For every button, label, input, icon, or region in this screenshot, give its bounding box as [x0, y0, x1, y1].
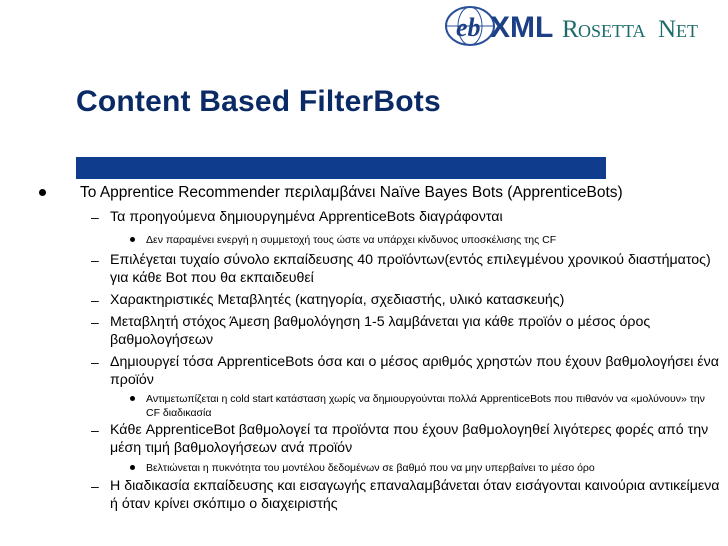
- dash-marker-icon: –: [91, 209, 99, 225]
- dash-marker-icon: –: [91, 354, 99, 370]
- dash-marker-icon: –: [91, 422, 99, 438]
- bullet-text: Δημιουργεί τόσα ApprenticeBots όσα και ο μέσος αριθμός χρηστών που έχουν βαθμολογήσει ένα προϊόν: [110, 354, 719, 388]
- bullet-text: Η διαδικασία εκπαίδευσης και εισαγωγής επαναλαμβάνεται όταν εισάγονται καινούρια αντικείμενα ή όταν κρίνει σκόπιμο ο διαχειριστής: [110, 478, 720, 512]
- svg-text:N: N: [658, 16, 677, 43]
- bullet-dot-icon: [39, 189, 46, 196]
- dash-marker-icon: –: [91, 292, 99, 308]
- slide-title: Content Based FilterBots: [76, 85, 441, 118]
- bullet-text: Δεν παραμένει ενεργή η συμμετοχή τους ώστε να υπάρχει κίνδυνος υποσκέλισης της CF: [146, 234, 557, 246]
- svg-text:R: R: [562, 16, 579, 43]
- bullet-text: Αντιμετωπίζεται η cold start κατάσταση χωρίς να δημιουργούνται πολλά ApprenticeBots που πιθανόν να «μολύνουν» την CF διαδικασία: [146, 393, 705, 419]
- svg-text:ET: ET: [676, 21, 698, 41]
- svg-text:eb: eb: [456, 13, 481, 42]
- dash-marker-icon: –: [91, 478, 99, 494]
- bullet-text: Χαρακτηριστικές Μεταβλητές (κατηγορία, σχεδιαστής, υλικό κατασκευής): [110, 292, 565, 308]
- dash-marker-icon: –: [91, 314, 99, 330]
- bullet-dot-icon: [130, 396, 135, 401]
- bullet-text: Μεταβλητή στόχος Άμεση βαθμολόγηση 1-5 λαμβάνεται για κάθε προϊόν ο μέσος όρος βαθμολογήσεων: [110, 314, 651, 348]
- bullet-text: Επιλέγεται τυχαίο σύνολο εκπαίδευσης 40 προϊόντων(εντός επιλεγμένου χρονικού διαστήματος) για κάθε Bot που θα εκπαιδευθεί: [110, 252, 711, 286]
- bullet-text: Κάθε ApprenticeBot βαθμολογεί τα προϊόντα που έχουν βαθμολογηθεί λιγότερες φορές από την μέση τιμή βαθμολογήσεων ανά προϊόν: [110, 422, 709, 456]
- bullet-dot-icon: [130, 465, 135, 470]
- bullet-text: Τα προηγούμενα δημιουργημένα ApprenticeBots διαγράφονται: [110, 209, 503, 225]
- bullet-dot-icon: [130, 237, 135, 242]
- logo-graphic: [444, 4, 714, 50]
- title-underline-bar: [76, 157, 606, 179]
- dash-marker-icon: –: [91, 252, 99, 268]
- bullet-text: To Apprentice Recommender περιλαμβάνει Naïve Bayes Bots (ApprenticeBots): [80, 184, 623, 201]
- bullet-text: Βελτιώνεται η πυκνότητα του μοντέλου δεδομένων σε βαθμό που να μην υπερβαίνει το μέσο όρο: [146, 462, 595, 474]
- ebxml-rosettanet-logo: [444, 4, 714, 50]
- svg-text:OSETTA: OSETTA: [578, 21, 646, 41]
- svg-text:XML: XML: [490, 11, 554, 44]
